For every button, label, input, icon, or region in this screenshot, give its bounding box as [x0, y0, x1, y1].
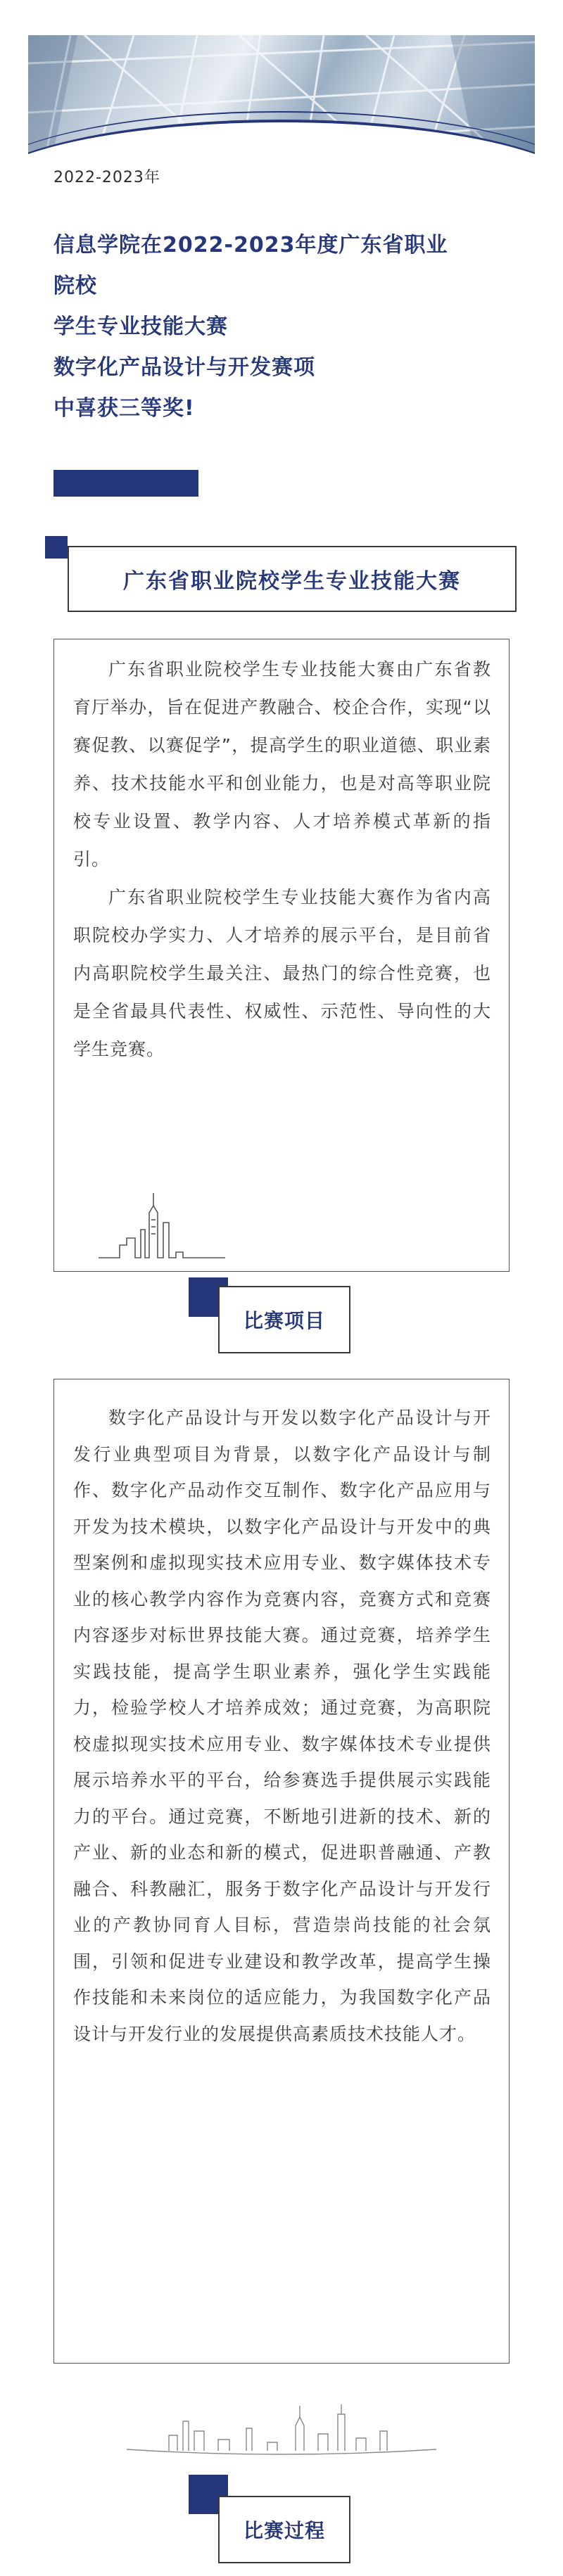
headline-line: 信息学院在2022-2023年度广东省职业 [53, 233, 448, 257]
paragraph: 广东省职业院校学生专业技能大赛作为省内高职院校办学实力、人才培养的展示平台，是目前省内高职院校学生最关注、最热门的综合性竞赛，也是全省最具代表性、权威性、示范性、导向性的大学生竞赛。 [73, 887, 491, 1059]
content-text [73, 1400, 491, 2052]
headline [53, 225, 518, 429]
city-skyline-icon [127, 2400, 436, 2456]
headline-line: 数字化产品设计与开发赛项 [53, 355, 315, 380]
section-title-box [218, 1286, 350, 1353]
section-title: 比赛项目 [243, 1309, 325, 1332]
headline-line: 中喜获三等奖! [53, 396, 195, 421]
year-label: 2022-2023年 [53, 169, 160, 186]
city-skyline-icon [99, 1185, 225, 1262]
paragraph: 广东省职业院校学生专业技能大赛由广东省教育厅举办，旨在促进产教融合、校企合作，实现“以赛促教、以赛促学”，提高学生的职业道德、职业素养、技术技能水平和创业能力，也是对高等职业院校专业设置、教学内容、人才培养模式革新的指引。 [73, 659, 491, 869]
headline-line: 院校 [53, 274, 97, 298]
headline-line: 学生专业技能大赛 [53, 314, 228, 339]
content-text [73, 651, 491, 1069]
section-title-box [218, 2496, 350, 2563]
paragraph: 数字化产品设计与开发以数字化产品设计与开发行业典型项目为背景，以数字化产品设计与制作、数字化产品动作交互制作、数字化产品应用与开发为技术模块，以数字化产品设计与开发中的典型案例和虚拟现实技术应用专业、数字媒体技术专业的核心教学内容作为竞赛内容，竞赛方式和竞赛内容逐步对标世界技能大赛。通过竞赛，培养学生实践技能，提高学生职业素养，强化学生实践能力，检验学校人才培养成效；通过竞赛，为高职院校虚拟现实技术应用专业、数字媒体技术专业提供展示培养水平的平台，给参赛选手提供展示实践能力的平台。通过竞赛，不断地引进新的技术、新的产业、新的业态和新的模式，促进职普融通、产教融合、科教融汇，服务于数字化产品设计与开发行业的产教协同育人目标，营造崇尚技能的社会氛围，引领和促进专业建设和教学改革，提高学生操作技能和未来岗位的适应能力，为我国数字化产品设计与开发行业的发展提供高素质技术技能人才。 [73, 1408, 491, 2044]
hero-banner [28, 35, 535, 172]
accent-bar [53, 470, 198, 497]
section-title: 广东省职业院校学生专业技能大赛 [123, 569, 461, 594]
section-accent-square [45, 536, 68, 559]
section-title: 比赛过程 [243, 2519, 325, 2542]
section-title-box [68, 546, 517, 612]
